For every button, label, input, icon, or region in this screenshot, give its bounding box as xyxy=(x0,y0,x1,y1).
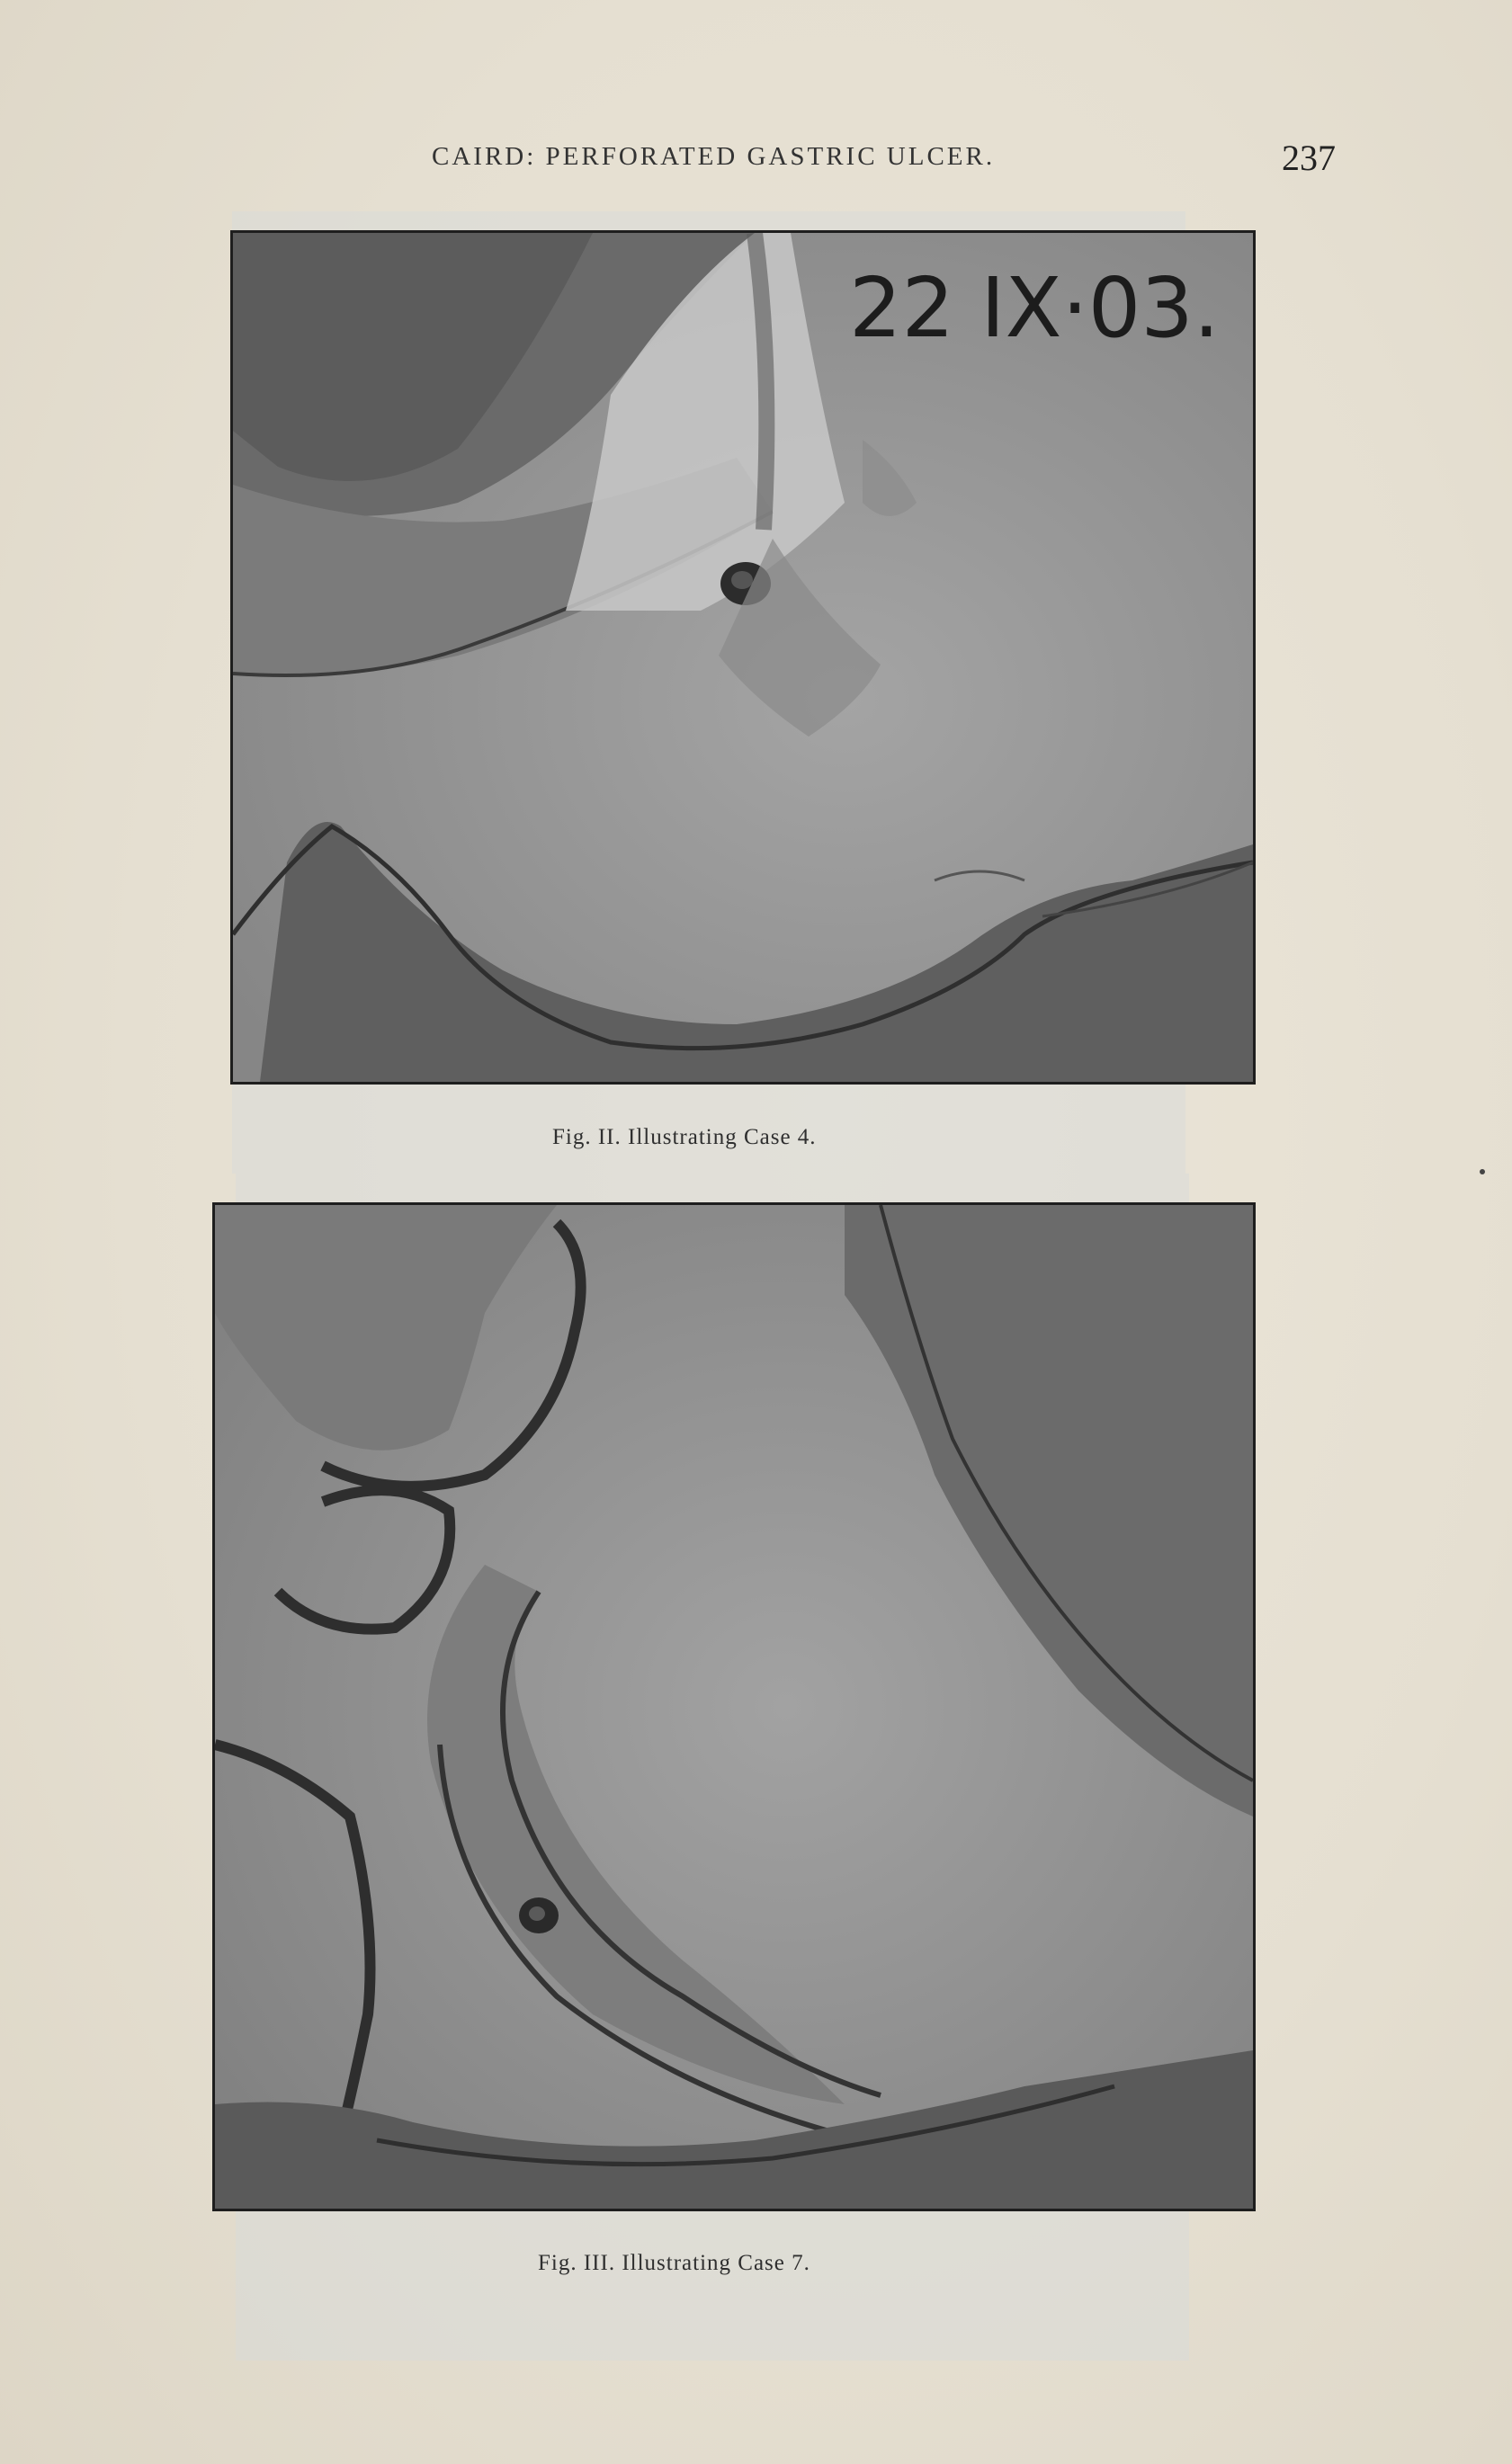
figure-3-illustration xyxy=(212,1202,1256,2211)
running-head: CAIRD: PERFORATED GASTRIC ULCER. xyxy=(432,142,996,171)
paper-speck xyxy=(1480,1169,1485,1174)
page-number: 237 xyxy=(1282,138,1336,178)
figure-2-illustration xyxy=(230,230,1256,1085)
figure-2-caption: Fig. II. Illustrating Case 4. xyxy=(552,1125,817,1149)
plate-inscription: 22 IX·03. xyxy=(849,260,1221,356)
figure-3-caption: Fig. III. Illustrating Case 7. xyxy=(538,2251,810,2275)
